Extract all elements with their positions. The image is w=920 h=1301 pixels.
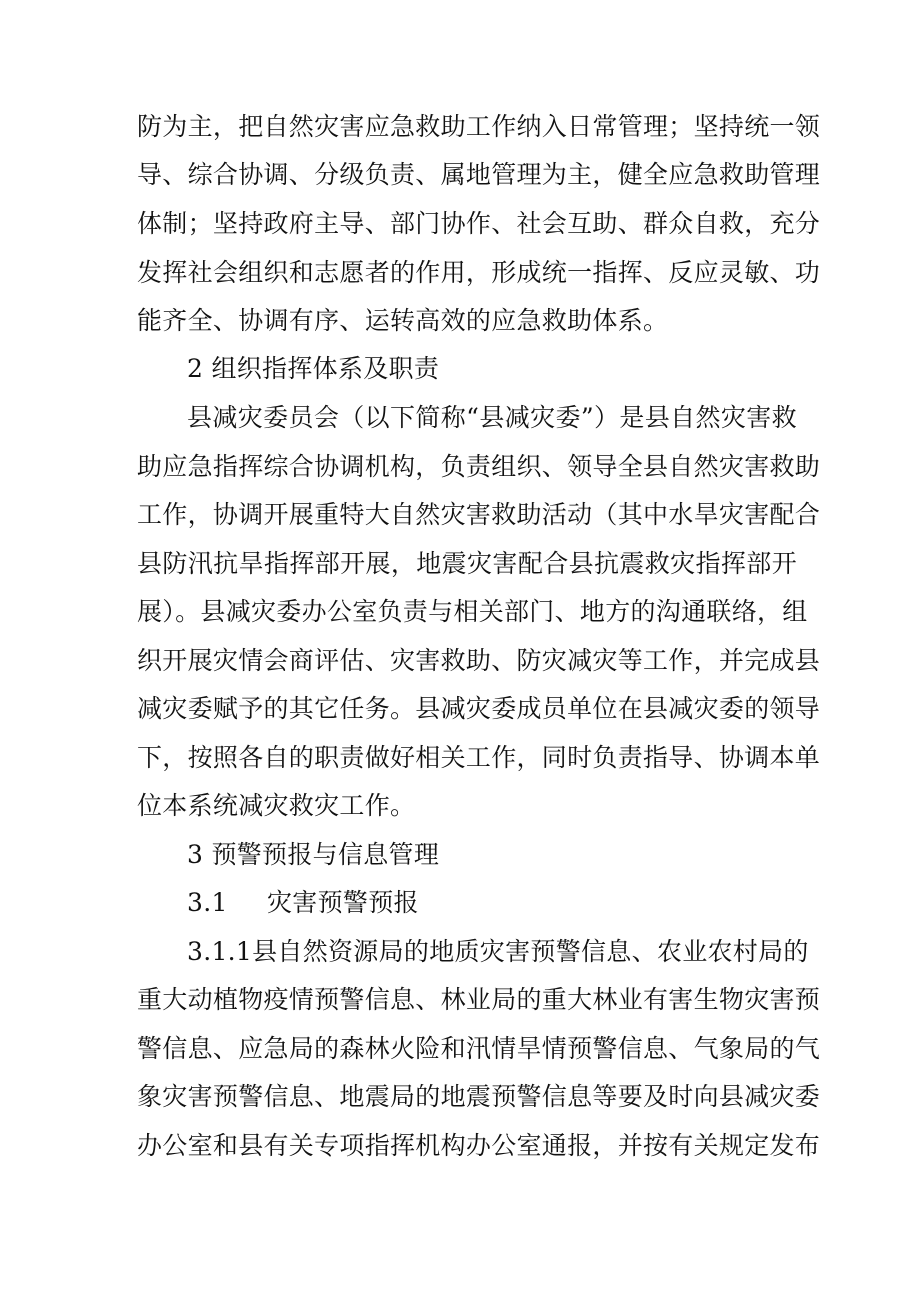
subsection-heading (187, 888, 847, 918)
paragraph-line: 助应急指挥综合协调机构，负责组织、领导全县自然灾害救助 (137, 452, 821, 481)
paragraph-line: 工作，协调开展重特大自然灾害救助活动（其中水旱灾害配合 (137, 500, 821, 529)
paragraph-line: 织开展灾情会商评估、灾害救助、防灾减灾等工作，并完成县 (137, 646, 821, 675)
subsection-number: 3.1 (187, 888, 228, 917)
section-heading: 2 组织指挥体系及职责 (187, 354, 440, 383)
section-heading: 3 预警预报与信息管理 (187, 840, 440, 869)
paragraph-line: 县减灾委员会（以下简称“县减灾委”）是县自然灾害救 (187, 403, 797, 432)
paragraph-line: 防为主，把自然灾害应急救助工作纳入日常管理；坚持统一领 (137, 112, 821, 141)
paragraph-line: 位本系统减灾救灾工作。 (137, 791, 416, 820)
paragraph-line: 3.1.1县自然资源局的地质灾害预警信息、农业农村局的 (187, 937, 809, 966)
paragraph-line: 重大动植物疫情预警信息、林业局的重大林业有害生物灾害预 (137, 985, 821, 1014)
subsection-title: 灾害预警预报 (267, 888, 419, 917)
paragraph-line: 县防汛抗旱指挥部开展，地震灾害配合县抗震救灾指挥部开 (137, 549, 797, 578)
paragraph-line: 警信息、应急局的森林火险和汛情旱情预警信息、气象局的气 (137, 1034, 821, 1063)
paragraph-line: 能齐全、协调有序、运转高效的应急救助体系。 (137, 306, 669, 335)
paragraph-line: 体制；坚持政府主导、部门协作、社会互助、群众自救，充分 (137, 209, 821, 238)
paragraph-line: 展）。县减灾委办公室负责与相关部门、地方的沟通联络，组 (137, 597, 808, 626)
paragraph-line: 下，按照各自的职责做好相关工作，同时负责指导、协调本单 (137, 743, 821, 772)
paragraph-line: 减灾委赋予的其它任务。县减灾委成员单位在县减灾委的领导 (137, 694, 821, 723)
paragraph-line: 象灾害预警信息、地震局的地震预警信息等要及时向县减灾委 (137, 1082, 821, 1111)
paragraph-line: 发挥社会组织和志愿者的作用，形成统一指挥、反应灵敏、功 (137, 258, 821, 287)
paragraph-line: 导、综合协调、分级负责、属地管理为主，健全应急救助管理 (137, 160, 821, 189)
paragraph-line: 办公室和县有关专项指挥机构办公室通报，并按有关规定发布 (137, 1131, 821, 1160)
